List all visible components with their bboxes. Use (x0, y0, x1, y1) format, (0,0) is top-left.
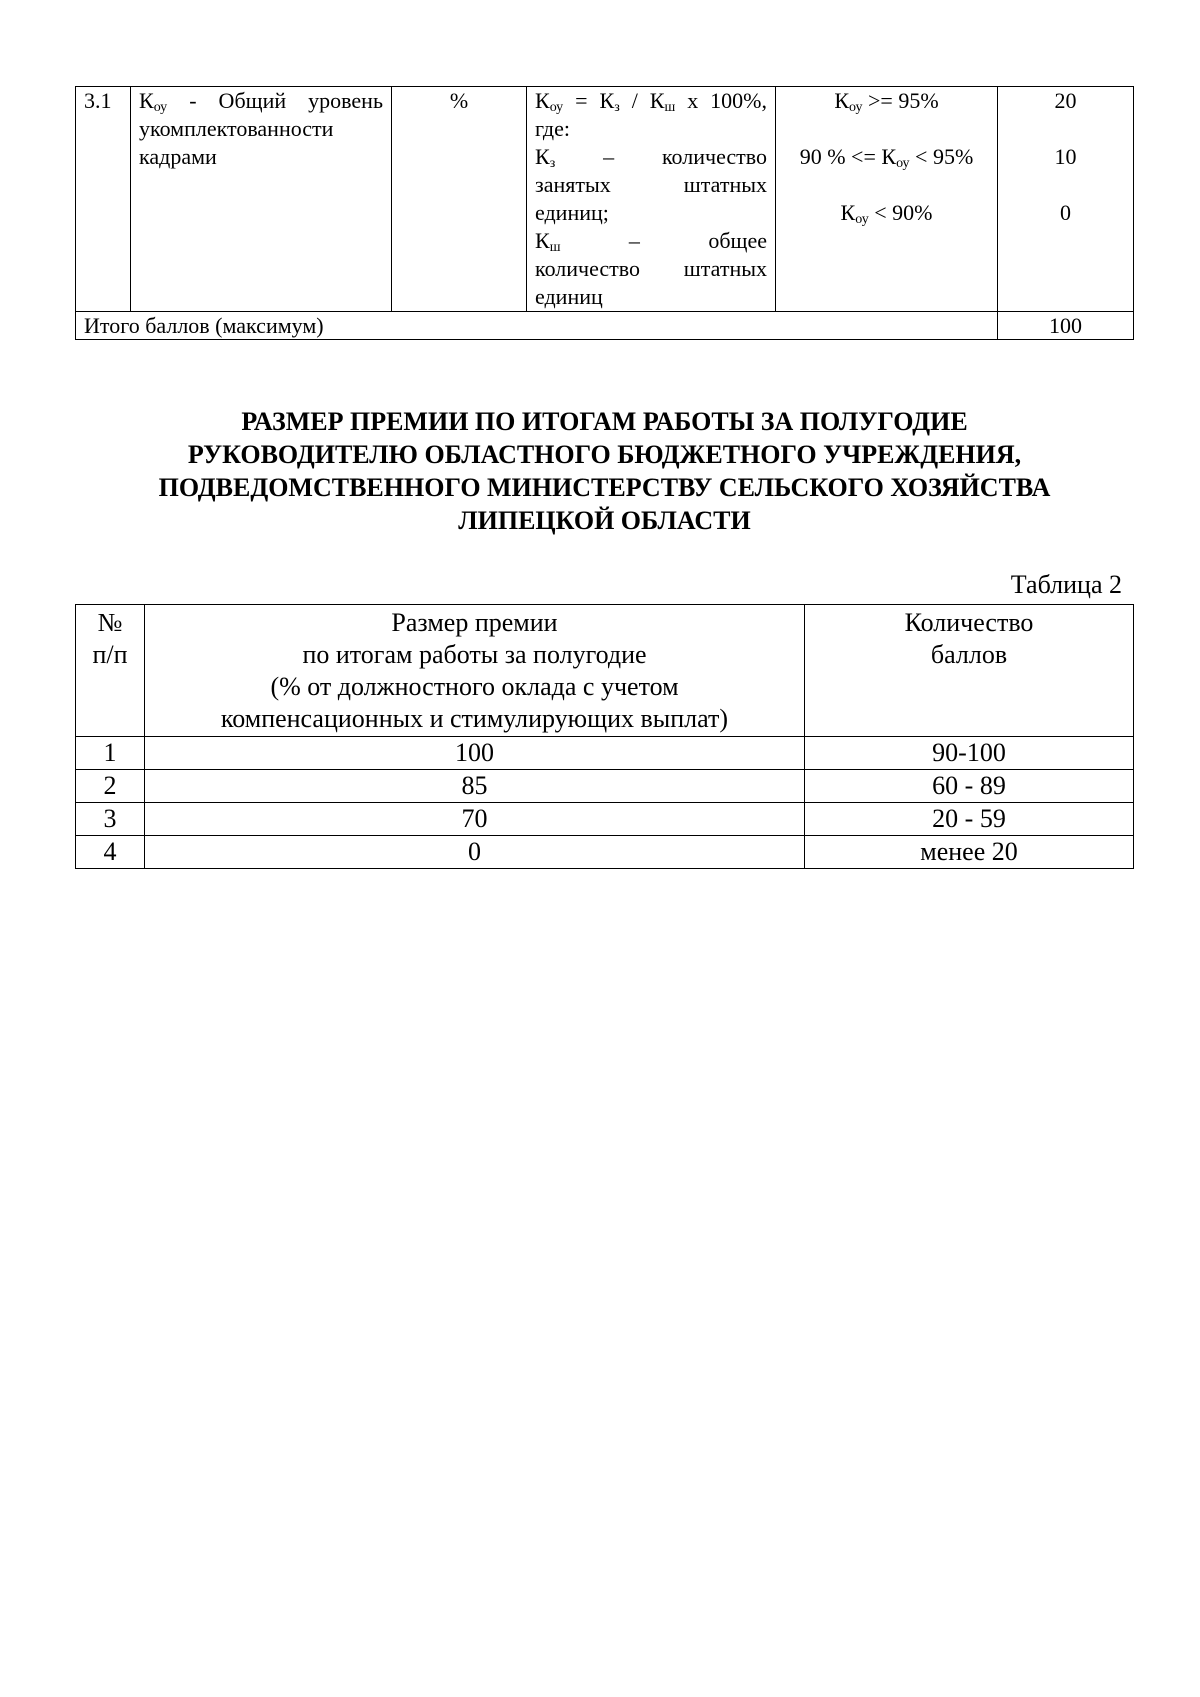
bonus-size: 100 (145, 737, 805, 770)
row-number: 3 (76, 803, 145, 836)
formula-line: $К_з$ – количество (535, 144, 767, 171)
table-row (76, 803, 1134, 836)
table-caption: Таблица 2 (1010, 570, 1122, 599)
table-row (76, 87, 1134, 312)
total-value: 100 (998, 312, 1134, 340)
points-cell (998, 87, 1134, 312)
header-bonus-size (145, 605, 805, 737)
header-line: компенсационных и стимулирующих выплат) (220, 704, 729, 733)
total-label: Итого баллов (максимум) (76, 312, 998, 340)
points-range: 20 - 59 (805, 803, 1134, 836)
condition: $К_{оу} >= 95\%$ (834, 88, 939, 115)
criterion-name-line: $К_{оу}$ - Общий уровень (139, 88, 383, 115)
criterion-name (131, 87, 392, 312)
table-row (76, 770, 1134, 803)
bonus-size: 70 (145, 803, 805, 836)
table-row (76, 737, 1134, 770)
bonus-size: 0 (145, 836, 805, 869)
heading-line: ЛИПЕЦКОЙ ОБЛАСТИ (458, 506, 751, 535)
points-value: 20 (1054, 88, 1077, 113)
unit-cell: % (392, 87, 527, 312)
header-number (76, 605, 145, 737)
row-number: 1 (76, 737, 145, 770)
points-value: 10 (1054, 144, 1077, 169)
points-value: 0 (1060, 200, 1071, 225)
section-heading (75, 405, 1134, 537)
formula-cell (527, 87, 776, 312)
criterion-name-line: кадрами (139, 144, 217, 169)
total-row (76, 312, 1134, 340)
formula-line: занятых штатных (535, 172, 767, 197)
conditions-cell (776, 87, 998, 312)
criteria-table (75, 86, 1134, 340)
heading-line: РУКОВОДИТЕЛЮ ОБЛАСТНОГО БЮДЖЕТНОГО УЧРЕЖДЕНИЯ, (187, 440, 1022, 469)
row-number: 2 (76, 770, 145, 803)
condition: 90 % <= $К_{оу} < 95\%$ (799, 144, 974, 171)
bonus-size: 85 (145, 770, 805, 803)
points-range: менее 20 (805, 836, 1134, 869)
heading-line: РАЗМЕР ПРЕМИИ ПО ИТОГАМ РАБОТЫ ЗА ПОЛУГОДИЕ (241, 407, 968, 436)
table-row (76, 836, 1134, 869)
formula-line: $К_ш$ – общее (535, 228, 767, 255)
formula-line: где: (535, 116, 570, 141)
header-line: по итогам работы за полугодие (302, 640, 647, 669)
condition: $К_{оу} < 90\%$ (840, 200, 933, 227)
formula-line: $К_{оу} = К_з / К_ш$ х 100%, (535, 88, 767, 115)
header-line: Размер премии (391, 608, 558, 637)
criterion-name-line: укомплектованности (139, 116, 334, 141)
header-line: № (97, 608, 123, 637)
header-points (805, 605, 1134, 737)
header-line: п/п (92, 640, 128, 669)
bonus-table (75, 604, 1134, 869)
header-line: баллов (930, 640, 1008, 669)
heading-line: ПОДВЕДОМСТВЕННОГО МИНИСТЕРСТВУ СЕЛЬСКОГО ХОЗЯЙСТВА (158, 473, 1051, 502)
formula-line: единиц (535, 284, 603, 309)
points-range: 60 - 89 (805, 770, 1134, 803)
points-range: 90-100 (805, 737, 1134, 770)
row-number: 3.1 (76, 87, 131, 312)
header-line: Количество (904, 608, 1034, 637)
row-number: 4 (76, 836, 145, 869)
table-header-row (76, 605, 1134, 737)
formula-line: единиц; (535, 200, 609, 225)
formula-line: количество штатных (535, 256, 767, 281)
header-line: (% от должностного оклада с учетом (270, 672, 679, 701)
